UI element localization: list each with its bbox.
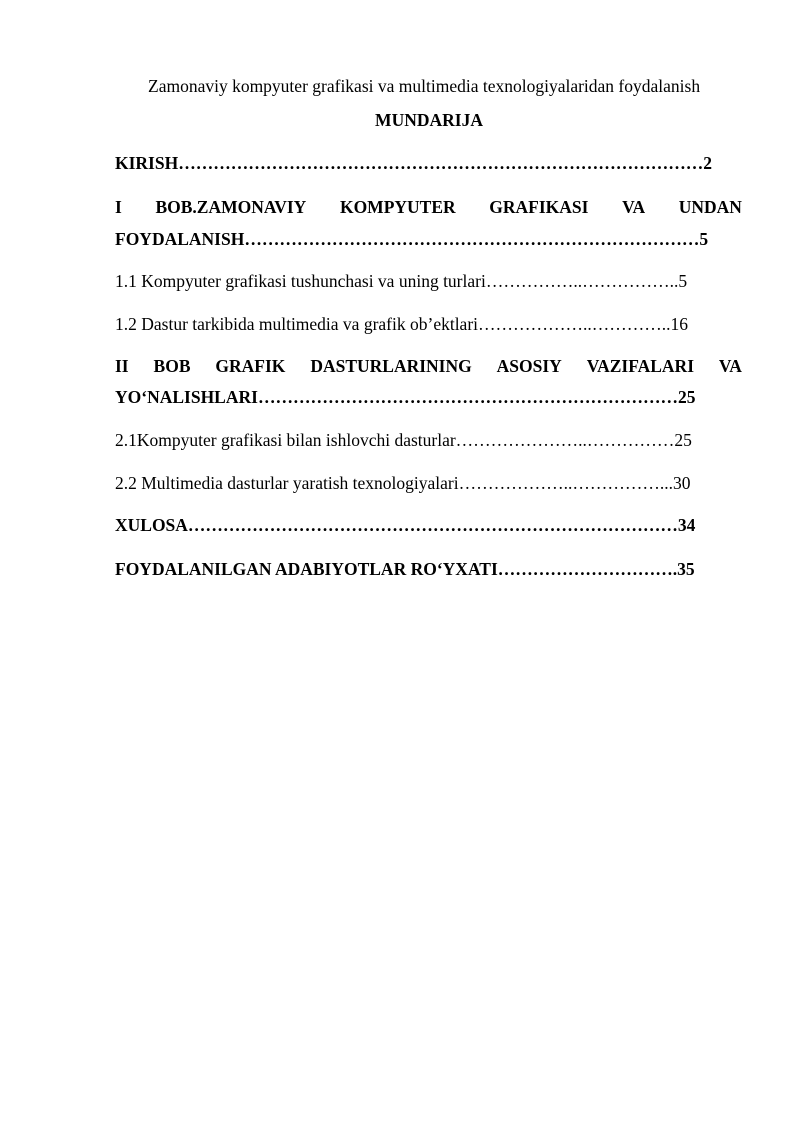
toc-entry-kirish: KIRISH………………………………………………………………………………2	[115, 153, 712, 173]
document-header-title: Zamonaviy kompyuter grafikasi va multimedia texnologiyalaridan foydalanish	[148, 76, 701, 96]
toc-word: I	[115, 197, 122, 217]
toc-entry-2-1: 2.1Kompyuter grafikasi bilan ishlovchi dasturlar…………………..……………25	[115, 430, 692, 450]
toc-word: VA	[622, 197, 646, 217]
toc-word: II	[115, 356, 129, 376]
toc-word: GRAFIKASI	[489, 197, 589, 217]
toc-word: BOB	[153, 356, 191, 376]
toc-entry-bob2-line2: YO‘NALISHLARI………………………………………………………………25	[115, 387, 696, 407]
toc-entry-1-2: 1.2 Dastur tarkibida multimedia va grafik ob’ektlari………………..…………..16	[115, 314, 689, 334]
toc-word: VA	[718, 356, 742, 376]
toc-entry-adabiyotlar: FOYDALANILGAN ADABIYOTLAR RO‘YXATI………………………….35	[115, 559, 695, 579]
toc-word: VAZIFALARI	[586, 356, 695, 376]
toc-word: DASTURLARINING	[310, 356, 472, 376]
toc-word: BOB.ZAMONAVIY	[155, 197, 307, 217]
toc-entry-bob2-line1	[115, 355, 742, 377]
toc-entry-bob1-line2: FOYDALANISH……………………………………………………………………5	[115, 229, 709, 249]
toc-word: KOMPYUTER	[339, 197, 456, 217]
toc-title: MUNDARIJA	[375, 110, 483, 130]
toc-entry-1-1: 1.1 Kompyuter grafikasi tushunchasi va uning turlari……………..……………..5	[115, 271, 688, 291]
toc-word: ASOSIY	[496, 356, 562, 376]
toc-entry-2-2: 2.2 Multimedia dasturlar yaratish texnologiyalari………………..……………...30	[115, 473, 691, 493]
toc-word: UNDAN	[678, 197, 742, 217]
toc-entry-xulosa: XULOSA…………………………………………………………………………34	[115, 515, 696, 535]
toc-word: GRAFIK	[215, 356, 286, 376]
toc-entry-bob1-line1	[115, 196, 742, 218]
